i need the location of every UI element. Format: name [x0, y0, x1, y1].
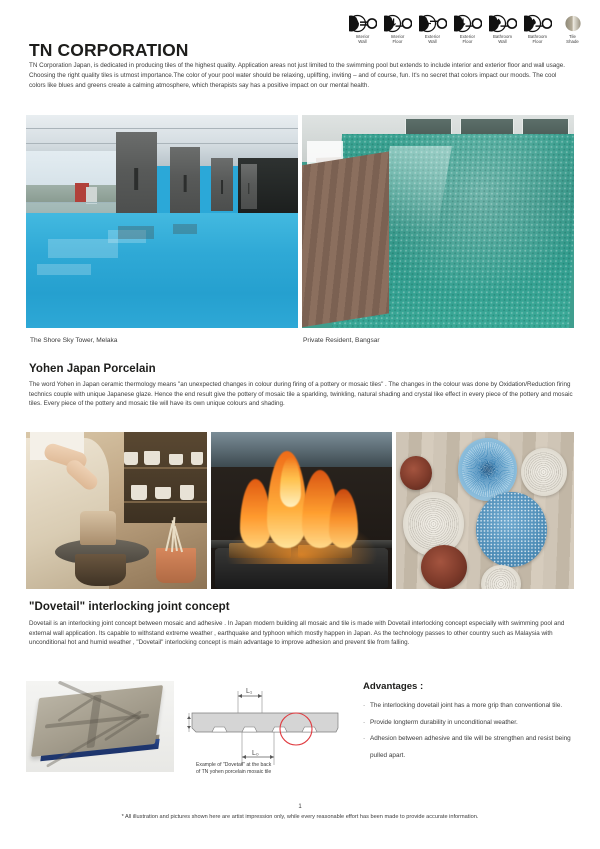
photo-private-resident [302, 115, 574, 328]
photo-ceramic-plates [396, 432, 574, 589]
icon-label: Interior Wall [355, 34, 370, 45]
pool-gallery [26, 115, 574, 328]
dovetail-section-title: "Dovetail" interlocking joint concept [29, 601, 230, 613]
caption-right: Private Resident, Bangsar [303, 337, 380, 344]
bathroom-wall-icon [489, 14, 517, 33]
icon-label: Interior Floor [390, 34, 405, 45]
blue-pool-image [26, 115, 298, 328]
icon-label: Bathroom Floor [527, 34, 548, 45]
diagram-label-bottom: L₀ [252, 750, 259, 757]
advantage-item: · The interlocking dovetail joint has a more grip than conventional tile. [363, 698, 581, 715]
footer-disclaimer: * All illustration and pictures shown here are artist impression only, while every reasonable effort has been made to provide accurate information. [121, 814, 479, 820]
photo-shore-sky-tower [26, 115, 298, 328]
icon-label: Bathroom Wall [492, 34, 513, 45]
tile-shade-icon [559, 14, 587, 33]
intro-paragraph: TN Corporation Japan, is dedicated in producing tiles of the highest quality. Application areas not just limited to the swimming pool but extends to include interior and exterior floor and wall usage. Choosing the right quality tiles is utmost importance.The color of your pool water should be relaxing, uplifting, inviting – and of course, fun. It's no secret that colors impact our moods. The cool colors like blues and greens create a calming atmosphere, which therapists say has a positive impact on our mental health. [29, 62, 565, 89]
interior-floor-icon [384, 14, 412, 33]
application-icon-bathroom-wall [487, 14, 518, 44]
exterior-wall-icon [419, 14, 447, 33]
application-icon-interior-wall [347, 14, 378, 44]
porcelain-gallery [26, 432, 574, 589]
application-icon-tile-shade [557, 14, 588, 44]
advantage-item: · Adhesion between adhesive and tile will be strengthen and resist being pulled apart. [363, 731, 581, 764]
advantage-item: · Provide longterm durability in unconditional weather. [363, 715, 581, 732]
exterior-floor-icon [454, 14, 482, 33]
icon-label: Exterior Floor [459, 34, 476, 45]
application-icon-strip [347, 14, 588, 44]
diagram-caption: Example of "Dovetail" at the back of TN yohen porcelain mosaic tile [196, 762, 272, 775]
page-number: 1 [298, 804, 302, 810]
application-icon-bathroom-floor [522, 14, 553, 44]
interior-wall-icon [349, 14, 377, 33]
page-title: TN CORPORATION [29, 40, 189, 60]
photo-tile-sample [26, 681, 174, 772]
yohen-section-body: The word Yohen in Japan ceramic thermology means "an unexpected changes in colour during firing of a pottery or mosaic tiles" . The changes in the colour was done by Oxidation/Reduction firing technics couple with unique Japanese glaze. Hence the end result give the pottery of mosaic tile a sparkling, twinkling, natural shading and crystal like effect in every piece of the pottery and mosaic tiles. Every piece of the pottery and mosaic tile will have its own unique colours and shading. [29, 381, 573, 408]
application-icon-exterior-floor [452, 14, 483, 44]
icon-label: Tile Shade [566, 34, 579, 45]
yohen-section-title: Yohen Japan Porcelain [29, 363, 156, 375]
diagram-label-top: L₁ [246, 688, 253, 695]
application-icon-exterior-wall [417, 14, 448, 44]
caption-left: The Shore Sky Tower, Melaka [30, 337, 118, 344]
application-icon-interior-floor [382, 14, 413, 44]
green-pool-image [302, 115, 574, 328]
bathroom-floor-icon [524, 14, 552, 33]
dovetail-section-body: Dovetail is an interlocking joint concept between mosaic and adhesive . In Japan modern building all mosaic and tile is made with Dovetail interlocking concept especially with swimming pool and external wall application. Its capable to withstand extreme weather , earthquake and typhoon which mostly happen in Japan. As the technology passes to other country such as Malaysia with unconditional hot and humid weather , "Dovetail" interlocking concept is main advantage to improve adhesion and prevent tile from falling. [29, 620, 565, 647]
photo-pottery-wheel [26, 432, 207, 589]
icon-label: Exterior Wall [424, 34, 441, 45]
photo-kiln-fire [211, 432, 392, 589]
advantages-title: Advantages : [363, 681, 424, 692]
advantages-list [363, 698, 581, 764]
